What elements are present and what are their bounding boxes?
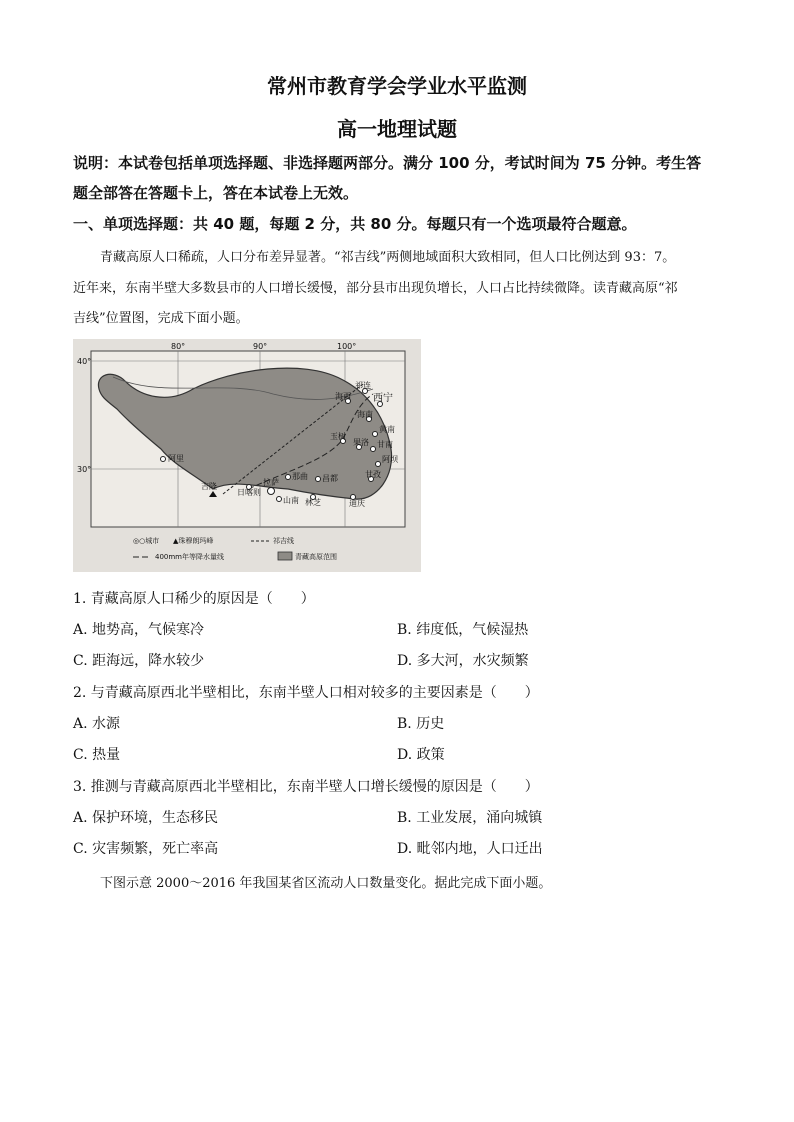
city-label-changdu: 昌都 — [322, 474, 338, 483]
qiji-line-map — [73, 339, 421, 572]
city-label-yushu: 玉树 — [330, 432, 346, 441]
city-label-diqing: 迪庆 — [349, 499, 365, 508]
page-subtitle: 高一地理试题 — [337, 117, 457, 141]
city-changdu — [316, 477, 321, 482]
legend-peak: ▲珠穆朗玛峰 — [173, 537, 214, 545]
lon-label-80: 80° — [171, 342, 186, 351]
question-3-option-a[interactable]: A. 保护环境，生态移民 — [73, 810, 219, 826]
city-label-qilian: 祁连 — [355, 381, 371, 390]
question-1-option-b[interactable]: B. 纬度低，气候湿热 — [397, 622, 529, 638]
question-3-stem: 3. 推测与青藏高原西北半壁相比，东南半壁人口增长缓慢的原因是（ ） — [73, 779, 539, 795]
question-1-option-d[interactable]: D. 多大河，水灾频繁 — [397, 653, 529, 669]
question-2-option-c[interactable]: C. 热量 — [73, 747, 121, 763]
city-gannan — [371, 447, 376, 452]
city-label-linzhi: 林芝 — [305, 498, 321, 507]
city-label-naqu: 那曲 — [292, 472, 308, 481]
city-label-hainan: 海南 — [357, 410, 373, 419]
city-label-guoluo: 果洛 — [353, 438, 369, 447]
city-aba — [376, 462, 381, 467]
passage-line-3: 吉线”位置图，完成下面小题。 — [73, 311, 249, 326]
question-2-option-b[interactable]: B. 历史 — [397, 716, 445, 732]
question-3-option-c[interactable]: C. 灾害频繁，死亡率高 — [73, 841, 219, 857]
question-2-stem: 2. 与青藏高原西北半壁相比，东南半壁人口相对较多的主要因素是（ ） — [73, 685, 539, 701]
city-label-haixi: 海西 — [335, 392, 351, 401]
page-title: 常州市教育学会学业水平监测 — [267, 74, 527, 98]
city-label-gannan: 甘南 — [377, 440, 393, 449]
notice-line-1: 说明：本试卷包括单项选择题、非选择题两部分。满分 100 分，考试时间为 75 分钟。考生答 — [73, 154, 702, 172]
section-heading: 一、单项选择题：共 40 题，每题 2 分，共 80 分。每题只有一个选项最符合题意。 — [73, 215, 637, 233]
question-3-option-b[interactable]: B. 工业发展，涌向城镇 — [397, 810, 543, 826]
city-label-aba: 阿坝 — [382, 455, 398, 464]
legend-plateau: 青藏高原范围 — [295, 553, 337, 561]
city-label-jilong: 吉隆 — [201, 482, 217, 491]
legend-isohyet: 400mm年等降水量线 — [155, 553, 224, 561]
passage-line-1: 青藏高原人口稀疏，人口分布差异显著。“祁吉线”两侧地域面积大致相同，但人口比例达到 93：7。 — [100, 250, 676, 265]
city-label-ali: 阿里 — [168, 454, 184, 463]
lat-label-30: 30° — [77, 465, 92, 474]
passage-line-2: 近年来，东南半壁大多数县市的人口增长缓慢，部分县市出现负增长，人口占比持续微降。读青藏高原“祁 — [73, 281, 678, 296]
city-label-ganzi: 甘孜 — [365, 470, 381, 479]
legend-plateau-swatch — [278, 552, 292, 560]
city-label-huangnan: 黄南 — [379, 425, 395, 434]
city-label-lasa: 拉萨 — [263, 478, 279, 487]
city-shannan — [277, 497, 282, 502]
legend-city: ◎○城市 — [133, 537, 160, 545]
city-lasa — [268, 488, 275, 495]
lon-label-100: 100° — [337, 342, 357, 351]
question-2-option-d[interactable]: D. 政策 — [397, 747, 445, 763]
question-1-stem: 1. 青藏高原人口稀少的原因是（ ） — [73, 591, 315, 607]
legend-qiji: 祁吉线 — [273, 537, 294, 545]
lon-label-90: 90° — [253, 342, 268, 351]
question-1-option-a[interactable]: A. 地势高，气候寒冷 — [73, 622, 205, 638]
city-ali — [161, 457, 166, 462]
question-3-option-d[interactable]: D. 毗邻内地，人口迁出 — [397, 841, 543, 857]
city-label-xining: 西宁 — [373, 393, 393, 404]
city-huangnan — [373, 432, 378, 437]
passage-2-line-1: 下图示意 2000～2016 年我国某省区流动人口数量变化。据此完成下面小题。 — [100, 876, 552, 891]
city-label-rikaze: 日喀则 — [237, 488, 261, 497]
notice-line-2: 题全部答在答题卡上，答在本试卷上无效。 — [73, 184, 359, 202]
question-2-option-a[interactable]: A. 水源 — [73, 716, 121, 732]
lat-label-40: 40° — [77, 357, 92, 366]
city-label-shannan: 山南 — [283, 496, 299, 505]
city-naqu — [286, 475, 291, 480]
question-1-option-c[interactable]: C. 距海远，降水较少 — [73, 653, 205, 669]
